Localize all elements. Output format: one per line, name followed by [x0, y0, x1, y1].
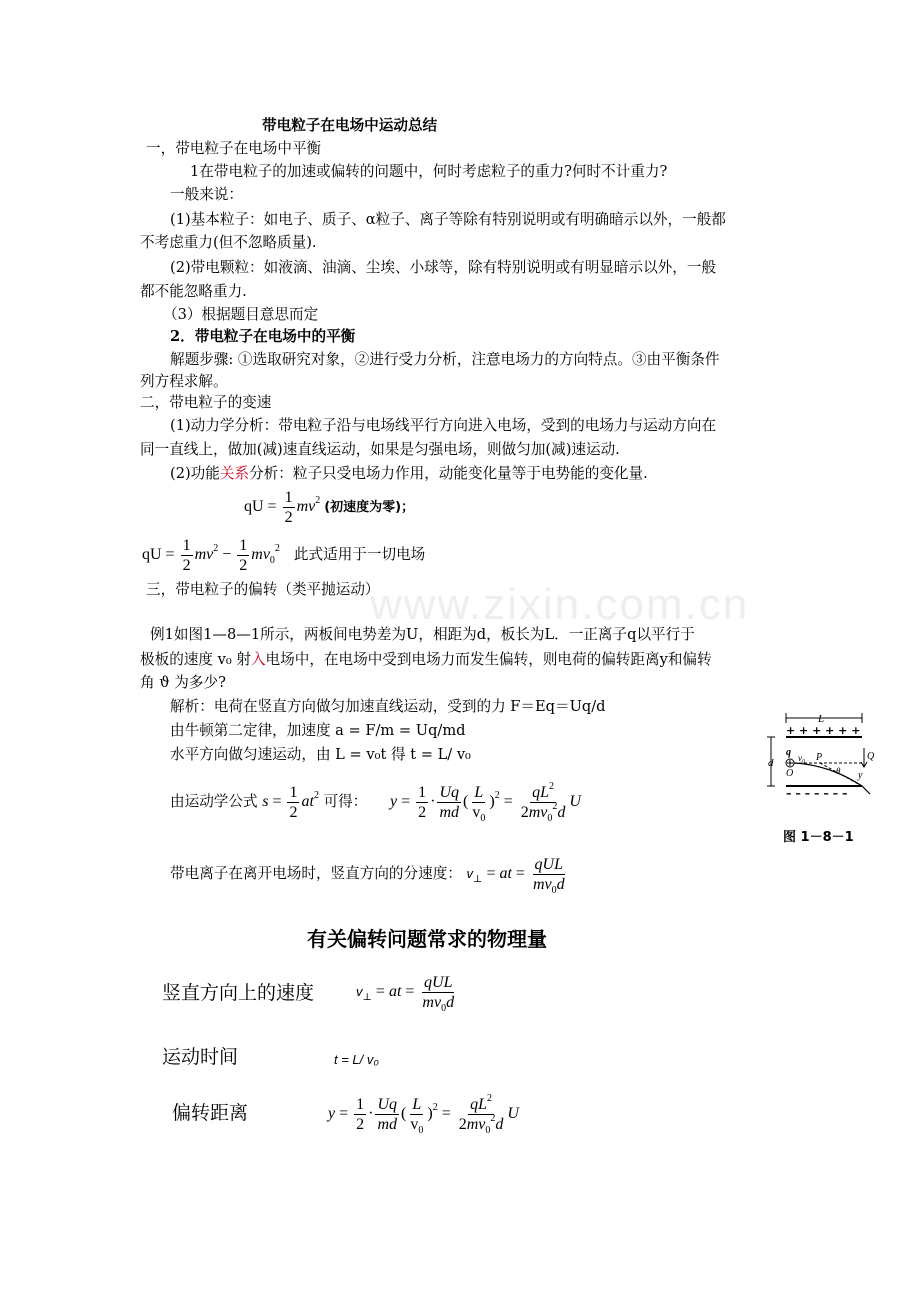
svg-text:– – – – – – –: – – – – – – – [786, 787, 848, 800]
fig-label-P: P [816, 752, 823, 763]
eq1-note: (初速度为零)； [324, 500, 415, 515]
s3-analysis-5: 带电离子在离开电场时，竖直方向的分速度： $v_\perp$ = at = $\frac{\text{qUL}}{mv_0d}$ [170, 855, 565, 896]
eq2-note: 此式适用于一切电场 [293, 546, 426, 563]
row3-equation: y = $\frac{1}{2}$ · $\frac{Uq}{md}$ ( $\frac{L}{v_0}$ )$^2$ = $\frac{qL^2}{2mv_0^2d}$ U [328, 1092, 519, 1136]
s3-analysis-3: 水平方向做匀速运动，由 L = v₀t 得 t = L/ v₀ [170, 746, 471, 763]
s3-analysis-2: 由牛顿第二定律，加速度 a = F/m = Uq/md [170, 722, 466, 739]
equation-work-energy-rest: qU = $\frac{1}{2}$ $mv^2$ (初速度为零)； [244, 488, 415, 526]
fig-label-d: d [768, 757, 774, 769]
fig-label-L: L [818, 713, 825, 725]
row1-label: 竖直方向上的速度 [162, 982, 315, 1004]
fig-label-O: O [786, 768, 794, 779]
s1-general: 一般来说： [170, 186, 243, 203]
deflection-figure [760, 710, 875, 818]
s2-p1a: (1)动力学分析：带电粒子沿与电场线平行方向进入电场，受到的电场力与运动方向在 [170, 417, 717, 434]
figure-caption: 图 1－8－1 [783, 830, 854, 845]
row3-label: 偏转距离 [172, 1102, 249, 1124]
equation-work-energy-general: qU = $\frac{1}{2}$ $mv^2$ − $\frac{1}{2}$ $mv_0^2$ 此式适用于一切电场 [142, 536, 426, 574]
s1-p1b: 不考虑重力(但不忽略质量). [140, 234, 317, 251]
row2-equation: t = L/ v₀ [334, 1052, 379, 1067]
s1-p2b: 都不能忽略重力. [140, 283, 247, 300]
fig-label-theta: θ [836, 766, 841, 776]
s2-p2: (2)功能关系分析：粒子只受电场力作用，动能变化量等于电势能的变化量. [170, 465, 648, 482]
watermark: www.zixin.com.cn [370, 580, 750, 629]
fig-label-y: y [858, 770, 863, 781]
s1-p2a: (2)带电颗粒：如液滴、油滴、尘埃、小球等，除有特别说明或有明显暗示以外，一般 [170, 259, 717, 276]
row2-label: 运动时间 [162, 1046, 239, 1068]
s1-steps-a: 解题步骤: ①选取研究对象，②进行受力分析，注意电场力的方向特点。③由平衡条件 [170, 351, 720, 368]
row1-equation: $v_\perp$ = at = $\frac{\text{qUL}}{mv_0d}$ [356, 973, 455, 1014]
s3-heading: 三，带电粒子的偏转（类平抛运动） [146, 581, 380, 598]
s3-analysis-1: 解析：电荷在竖直方向做匀加速直线运动，受到的力 F＝Eq＝Uq/d [170, 698, 606, 715]
s2-p1b: 同一直线上，做加(减)速直线运动，如果是匀强电场，则做匀加(减)速运动. [140, 441, 620, 458]
s1-p1a: (1)基本粒子：如电子、质子、α粒子、离子等除有特别说明或有明确暗示以外，一般都 [170, 211, 726, 228]
s3-example-b: 极板的速度 v₀ 射入电场中，在电场中受到电场力而发生偏转，则电荷的偏转距离y和偏转 [140, 651, 712, 668]
s1-steps-b: 列方程求解。 [140, 373, 228, 390]
s2-heading: 二，带电粒子的变速 [140, 394, 272, 411]
fig-label-q: q [786, 747, 791, 758]
s1-sub2: 2．带电粒子在电场中的平衡 [170, 328, 356, 345]
s3-analysis-4: 由运动学公式 s = $\frac{1}{2}$ $at^2$ 可得： y = $\frac{1}{2}$ · $\frac{Uq}{md}$ ( $\frac{L}{v_0}$ )$^2$ = $\frac{qL^2}{2mv_0^2d}$ U [170, 780, 581, 824]
fig-label-Q: Q [867, 751, 875, 762]
svg-text:+ + + + + +: + + + + + + [786, 724, 861, 737]
s1-heading: 一，带电粒子在电场中平衡 [146, 140, 322, 157]
s3-example-c: 角 ϑ 为多少? [140, 674, 226, 691]
s3-example-a: 例1如图1—8—1所示，两板间电势差为U，相距为d，板长为L．一正离子q以平行于 [150, 626, 695, 643]
doc-title: 带电粒子在电场中运动总结 [262, 117, 438, 134]
fig-label-v0: v₀ [798, 753, 806, 763]
s1-question: 1在带电粒子的加速或偏转的问题中，何时考虑粒子的重力?何时不计重力? [190, 163, 668, 180]
section-heading: 有关偏转问题常求的物理量 [307, 927, 547, 951]
s1-p3: （3）根据题目意思而定 [163, 306, 319, 323]
